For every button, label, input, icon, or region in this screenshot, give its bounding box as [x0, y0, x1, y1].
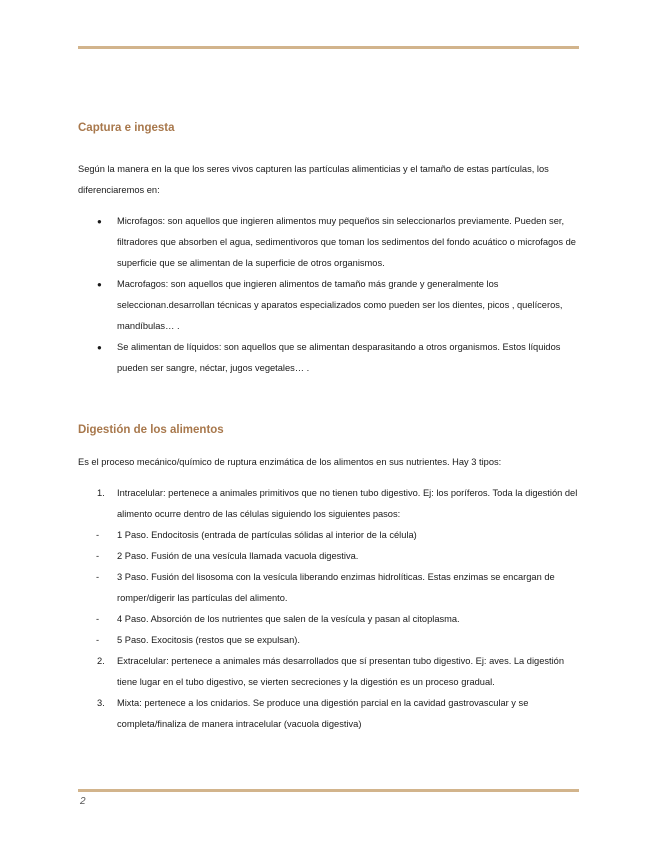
list-item [78, 525, 583, 546]
list-item-text: Microfagos: son aquellos que ingieren alimentos muy pequeños sin seleccionarlos previamente. Pueden ser, filtradores que absorben el agua, sedimentivoros que toman los sedimentos del fondo acuático o microfagos de superficie que se alimentan de la superficie de otros organismos. [117, 216, 576, 268]
list-item-text: 4 Paso. Absorción de los nutrientes que salen de la vesícula y pasan al citoplasma. [117, 614, 460, 624]
bullet-list-captura [78, 211, 583, 379]
list-item [78, 651, 583, 693]
list-item [78, 211, 583, 274]
bullet-icon: ● [97, 343, 102, 352]
list-number: 3. [97, 698, 105, 708]
list-item [78, 274, 583, 337]
list-item-text: 2 Paso. Fusión de una vesícula llamada vacuola digestiva. [117, 551, 359, 561]
dash-icon: - [96, 572, 100, 582]
list-item [78, 567, 583, 609]
section-intro-captura: Según la manera en la que los seres vivos capturen las partículas alimenticias y el tamaño de estas partículas, los diferenciaremos en: [78, 164, 549, 195]
dash-icon: - [96, 551, 100, 561]
list-number: 1. [97, 488, 105, 498]
list-item-text: 3 Paso. Fusión del lisosoma con la vesícula liberando enzimas hidrolíticas. Estas enzimas se encargan de romper/digerir las partículas del alimento. [117, 572, 555, 603]
list-item-text: Mixta: pertenece a los cnidarios. Se produce una digestión parcial en la cavidad gastrovascular y se completa/finaliza de manera intracelular (vacuola digestiva) [117, 698, 529, 729]
list-item-text: Intracelular: pertenece a animales primitivos que no tienen tubo digestivo. Ej: los poríferos. Toda la digestión del alimento ocurre dentro de las células siguiendo los siguientes pasos: [117, 488, 578, 519]
page-content [78, 118, 583, 735]
bullet-icon: ● [97, 217, 102, 226]
dash-icon: - [96, 614, 100, 624]
list-item [78, 546, 583, 567]
page-number: 2 [80, 796, 86, 807]
footer-rule [78, 789, 579, 792]
list-item [78, 609, 583, 630]
dash-icon: - [96, 635, 100, 645]
list-item-text: Macrofagos: son aquellos que ingieren alimentos de tamaño más grande y generalmente los seleccionan.desarrollan técnicas y aparatos especializados como pueden ser los dientes, picos , quelíceros, mandíbulas… . [117, 279, 563, 331]
header-rule [78, 46, 579, 49]
dash-icon: - [96, 530, 100, 540]
section-heading-digestion: Digestión de los alimentos [78, 424, 224, 436]
list-item [78, 483, 583, 525]
list-item [78, 337, 583, 379]
list-item-text: 1 Paso. Endocitosis (entrada de partículas sólidas al interior de la célula) [117, 530, 417, 540]
numbered-list-digestion [78, 483, 583, 735]
list-item-text: 5 Paso. Exocitosis (restos que se expulsan). [117, 635, 300, 645]
bullet-icon: ● [97, 280, 102, 289]
section-intro-digestion: Es el proceso mecánico/químico de ruptura enzimática de los alimentos en sus nutrientes. Hay 3 tipos: [78, 457, 502, 467]
list-item-text: Extracelular: pertenece a animales más desarrollados que sí presentan tubo digestivo. Ej: aves. La digestión tiene lugar en el tubo digestivo, se vierten secreciones y la digestión es un proceso gradual. [117, 656, 565, 687]
list-item [78, 693, 583, 735]
list-item [78, 630, 583, 651]
list-item-text: Se alimentan de líquidos: son aquellos que se alimentan desparasitando a otros organismos. Estos líquidos pueden ser sangre, néctar, jugos vegetales… . [117, 342, 561, 373]
section-heading-captura: Captura e ingesta [78, 122, 175, 134]
list-number: 2. [97, 656, 105, 666]
